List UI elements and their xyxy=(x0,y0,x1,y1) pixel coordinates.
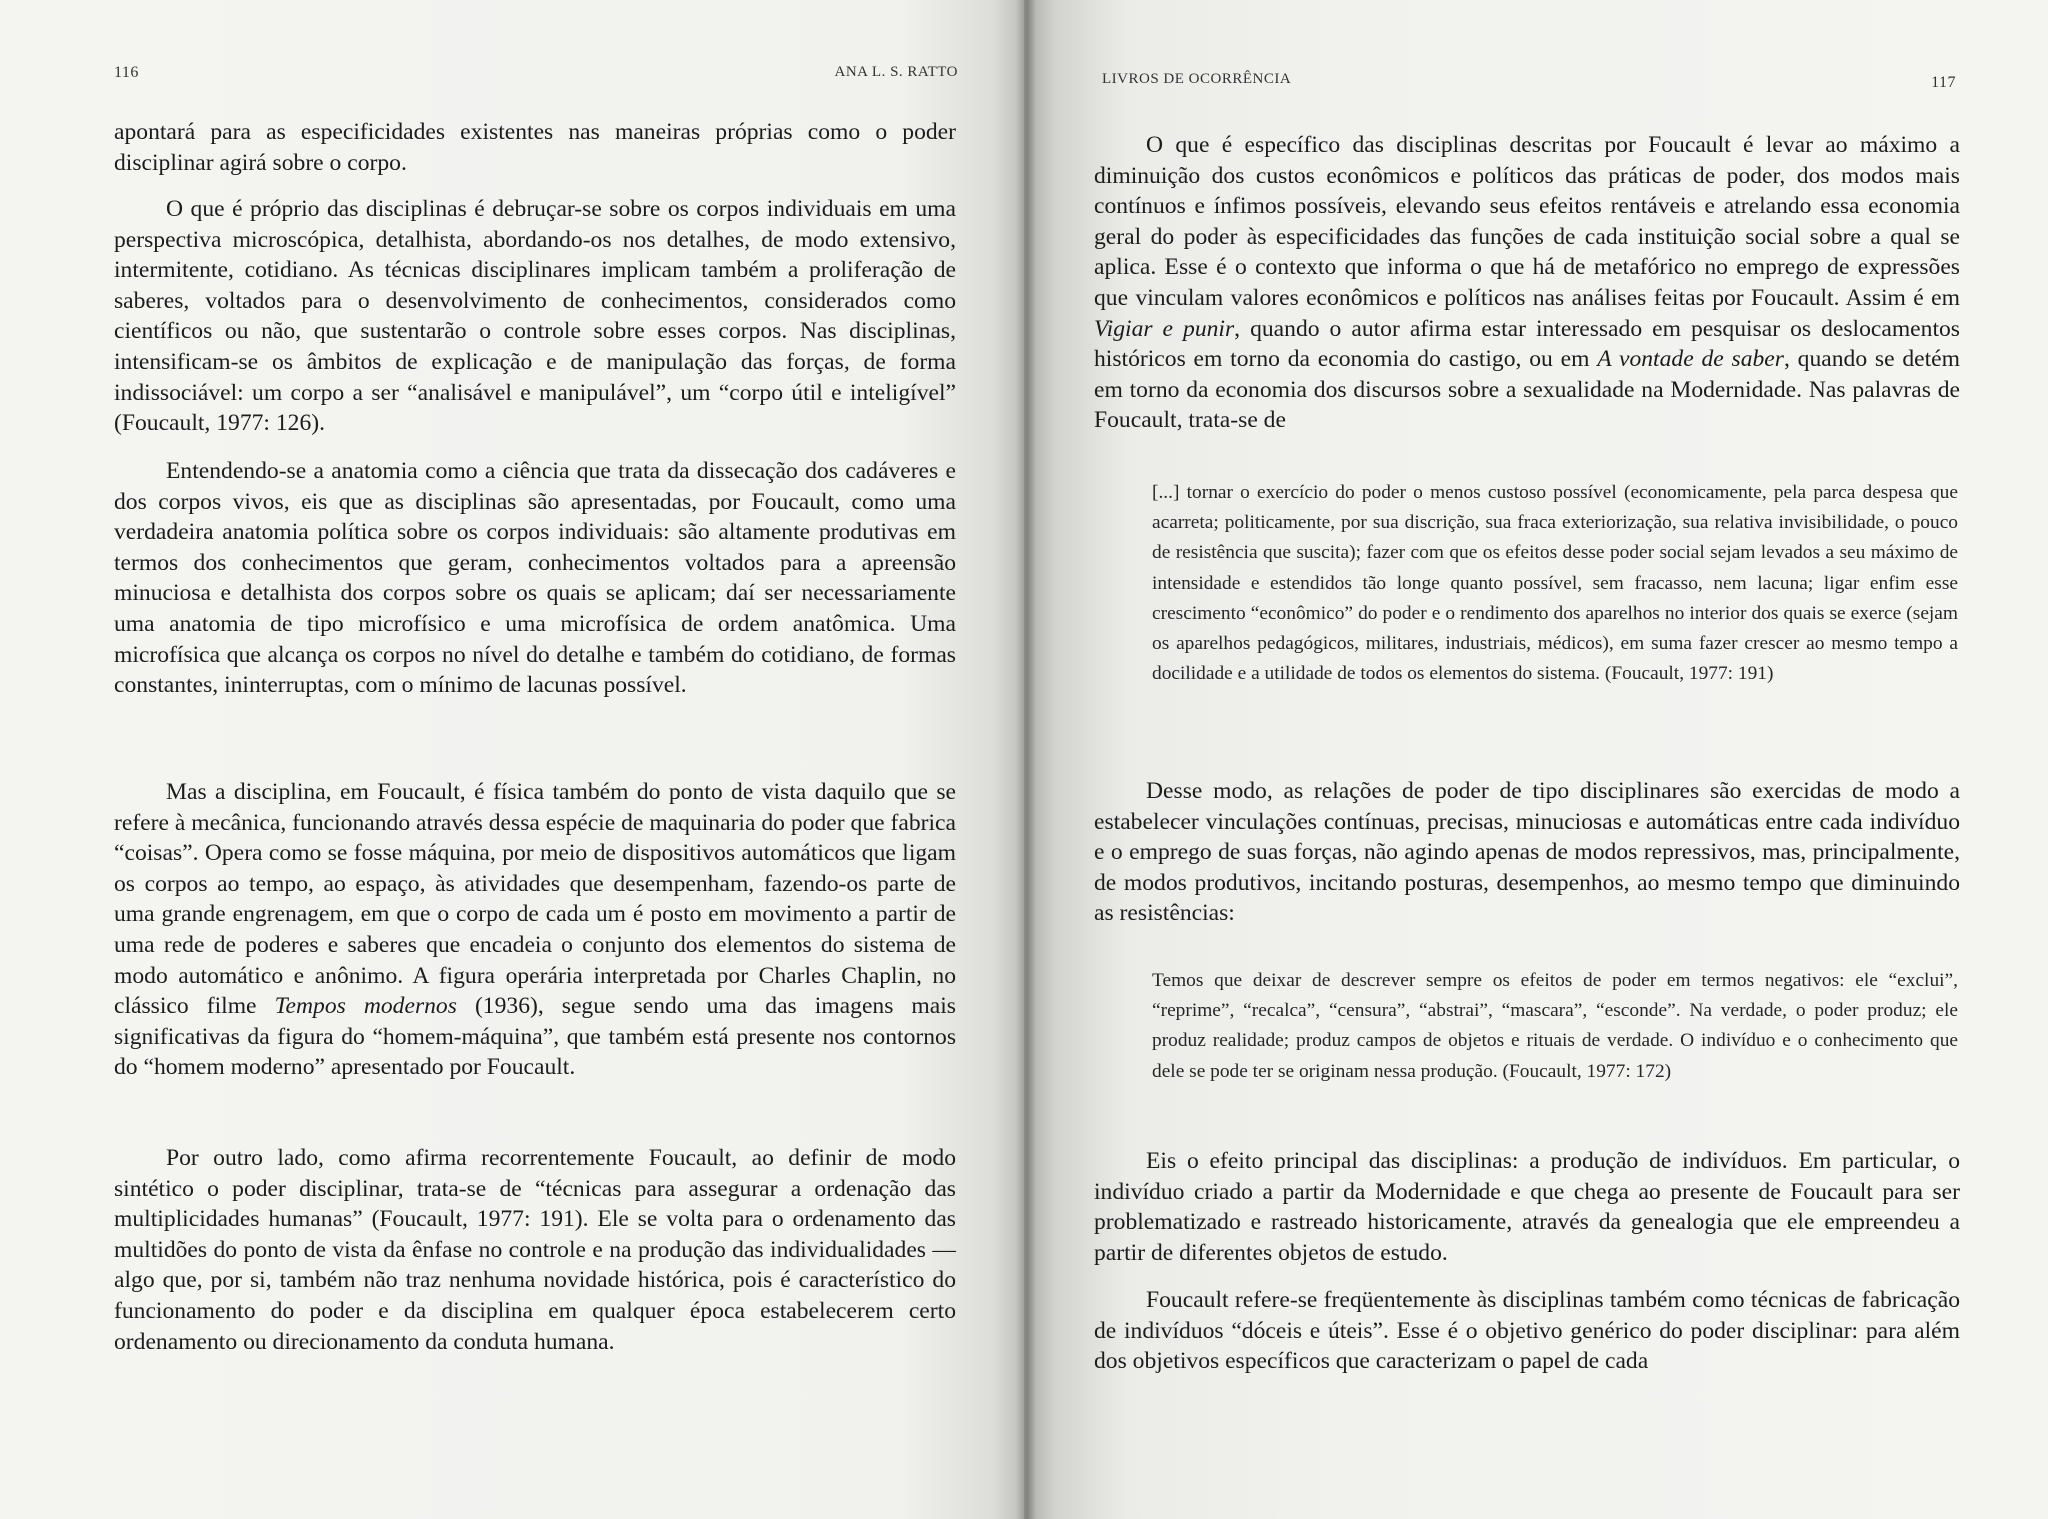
book-title-a-vontade-de-saber: A vontade de saber xyxy=(1597,346,1784,373)
block-quote-2: Temos que deixar de descrever sempre os efeitos de poder em termos negativos: ele “exclui”, “reprime”, “recalca”, “censura”, “abstrai”, “mascara”, “esconde”. Na verdade, o poder produz; ele produz realidade; produz campos de objetos e rituais de verdade. O indivíduo e o conhecimento que dele se pode ter se originam nessa produção. (Foucault, 1977: 172) xyxy=(1152,970,1958,1082)
running-head-author: ANA L. S. RATTO xyxy=(834,64,958,80)
right-paragraph-1-text-b: , quando o autor afirma estar interessado em pesquisar os deslocamentos históricos em torno da economia do castigo, ou em xyxy=(1094,315,1960,373)
right-paragraph-2: Desse modo, as relações de poder de tipo disciplinares são exercidas de modo a estabelecer vinculações contínuas, precisas, minuciosas e automáticas entre cada indivíduo e o emprego de suas forças, não agindo apenas de modos repressivos, mas, principalmente, de modos produtivos, incitando posturas, desempenhos, ao mesmo tempo que diminuindo as resistências: xyxy=(1094,778,1960,927)
left-paragraph-5: Por outro lado, como afirma recorrentemente Foucault, ao definir de modo sintético o poder disciplinar, trata-se de “técnicas para assegurar a ordenação das multiplicidades humanas” (Foucault, 1977: 191). Ele se volta para o ordenamento das multidões do ponto de vista da ênfase no controle e na produção das individualidades — algo que, por si, também não traz nenhuma novidade histórica, pois é característico do funcionamento do poder e da disciplina em qualquer época estabelecerem certo ordenamento ou direcionamento da conduta humana. xyxy=(114,1145,956,1355)
page-number-right: 117 xyxy=(1931,74,1956,91)
right-paragraph-1-text-c: , quando se detém em torno da economia dos discursos sobre a sexualidade na Modernidade. Nas palavras de Foucault, trata-se de xyxy=(1094,346,1960,434)
block-quote-1: [...] tornar o exercício do poder o menos custoso possível (economicamente, pela parca despesa que acarreta; politicamente, por sua discrição, sua fraca exteriorização, sua relativa invisibilidade, o pouco de resistência que suscita); fazer com que os efeitos desse poder social sejam levados a seu máximo de intensidade e estendidos tão longe quanto possível, sem fracasso, nem lacuna; ligar enfim esse crescimento “econômico” do poder e o rendimento dos aparelhos no interior dos quais se exerce (sejam os aparelhos pedagógicos, militares, industriais, médicos), em suma fazer crescer ao mesmo tempo a docilidade e a utilidade de todos os elementos do sistema. (Foucault, 1977: 191) xyxy=(1152,482,1958,685)
left-paragraph-4-text-a: Mas a disciplina, em Foucault, é física também do ponto de vista daquilo que se refere à mecânica, funcionando através dessa espécie de maquinaria do poder que fabrica “coisas”. Opera como se fosse máquina, por meio de dispositivos automáticos que ligam os corpos ao tempo, ao espaço, às atividades que desempenham, fazendo-os parte de uma grande engrenagem, em que o corpo de cada um é posto em movimento a partir de uma rede de poderes e saberes que encadeia o conjunto dos elementos do sistema de modo automático e anônimo. A figura operária interpretada por Charles Chaplin, no clássico filme xyxy=(114,779,956,1020)
left-paragraph-4 xyxy=(114,777,956,1083)
right-paragraph-4: Foucault refere-se freqüentemente às disciplinas também como técnicas de fabricação de indivíduos “dóceis e úteis”. Esse é o objetivo genérico do poder disciplinar: para além dos objetivos específicos que caracterizam o papel de cada xyxy=(1094,1287,1960,1375)
left-paragraph-1: apontará para as especificidades existentes nas maneiras próprias como o poder disciplinar agirá sobre o corpo. xyxy=(114,119,956,176)
left-paragraph-3: Entendendo-se a anatomia como a ciência que trata da dissecação dos cadáveres e dos corpos vivos, eis que as disciplinas são apresentadas, por Foucault, como uma verdadeira anatomia política sobre os corpos individuais: são altamente produtivas em termos dos conhecimentos que geram, conhecimentos voltados para a apreensão minuciosa e detalhista dos corpos sobre os quais se aplicam; daí ser necessariamente uma anatomia de tipo microfísico e uma microfísica de ordem anatômica. Uma microfísica que alcança os corpos no nível do detalhe e também do cotidiano, de formas constantes, ininterruptas, com o mínimo de lacunas possível. xyxy=(114,458,956,699)
film-title: Tempos modernos xyxy=(274,993,457,1020)
book-title-vigiar-e-punir: Vigiar e punir xyxy=(1094,315,1235,342)
right-page xyxy=(1024,0,2048,1519)
right-paragraph-1 xyxy=(1094,130,1960,436)
left-paragraph-4-text-b: (1936), segue sendo uma das imagens mais significativas da figura do “homem-máquina”, que também está presente nos contornos do “homem moderno” apresentado por Foucault. xyxy=(114,993,956,1081)
right-paragraph-1-text-a: O que é específico das disciplinas descritas por Foucault é levar ao máximo a diminuição dos custos econômicos e políticos das práticas de poder, dos modos mais contínuos e ínfimos possíveis, elevando seus efeitos rentáveis e atrelando essa economia geral do poder às especificidades das funções de cada instituição social sobre a qual se aplica. Esse é o contexto que informa o que há de metafórico no emprego de expressões que vinculam valores econômicos e políticos nas análises feitas por Foucault. Assim é em xyxy=(1094,132,1960,311)
right-paragraph-3: Eis o efeito principal das disciplinas: a produção de indivíduos. Em particular, o indivíduo criado a partir da Modernidade e que chega ao presente de Foucault para ser problematizado e rastreado historicamente, através da genealogia que ele empreendeu a partir de diferentes objetos de estudo. xyxy=(1094,1148,1960,1266)
page-number-left: 116 xyxy=(114,64,139,81)
left-paragraph-2: O que é próprio das disciplinas é debruçar-se sobre os corpos individuais em uma perspectiva microscópica, detalhista, abordando-os nos detalhes, de modo extensivo, intermitente, cotidiano. As técnicas disciplinares implicam também a proliferação de saberes, voltados para o desenvolvimento de conhecimentos, considerados como científicos ou não, que sustentarão o controle sobre esses corpos. Nas disciplinas, intensificam-se os âmbitos de explicação e de manipulação das forças, de forma indissociável: um corpo a ser “analisável e manipulável”, um “corpo útil e inteligível” (Foucault, 1977: 126). xyxy=(114,196,956,437)
running-head-title: LIVROS DE OCORRÊNCIA xyxy=(1102,71,1292,87)
